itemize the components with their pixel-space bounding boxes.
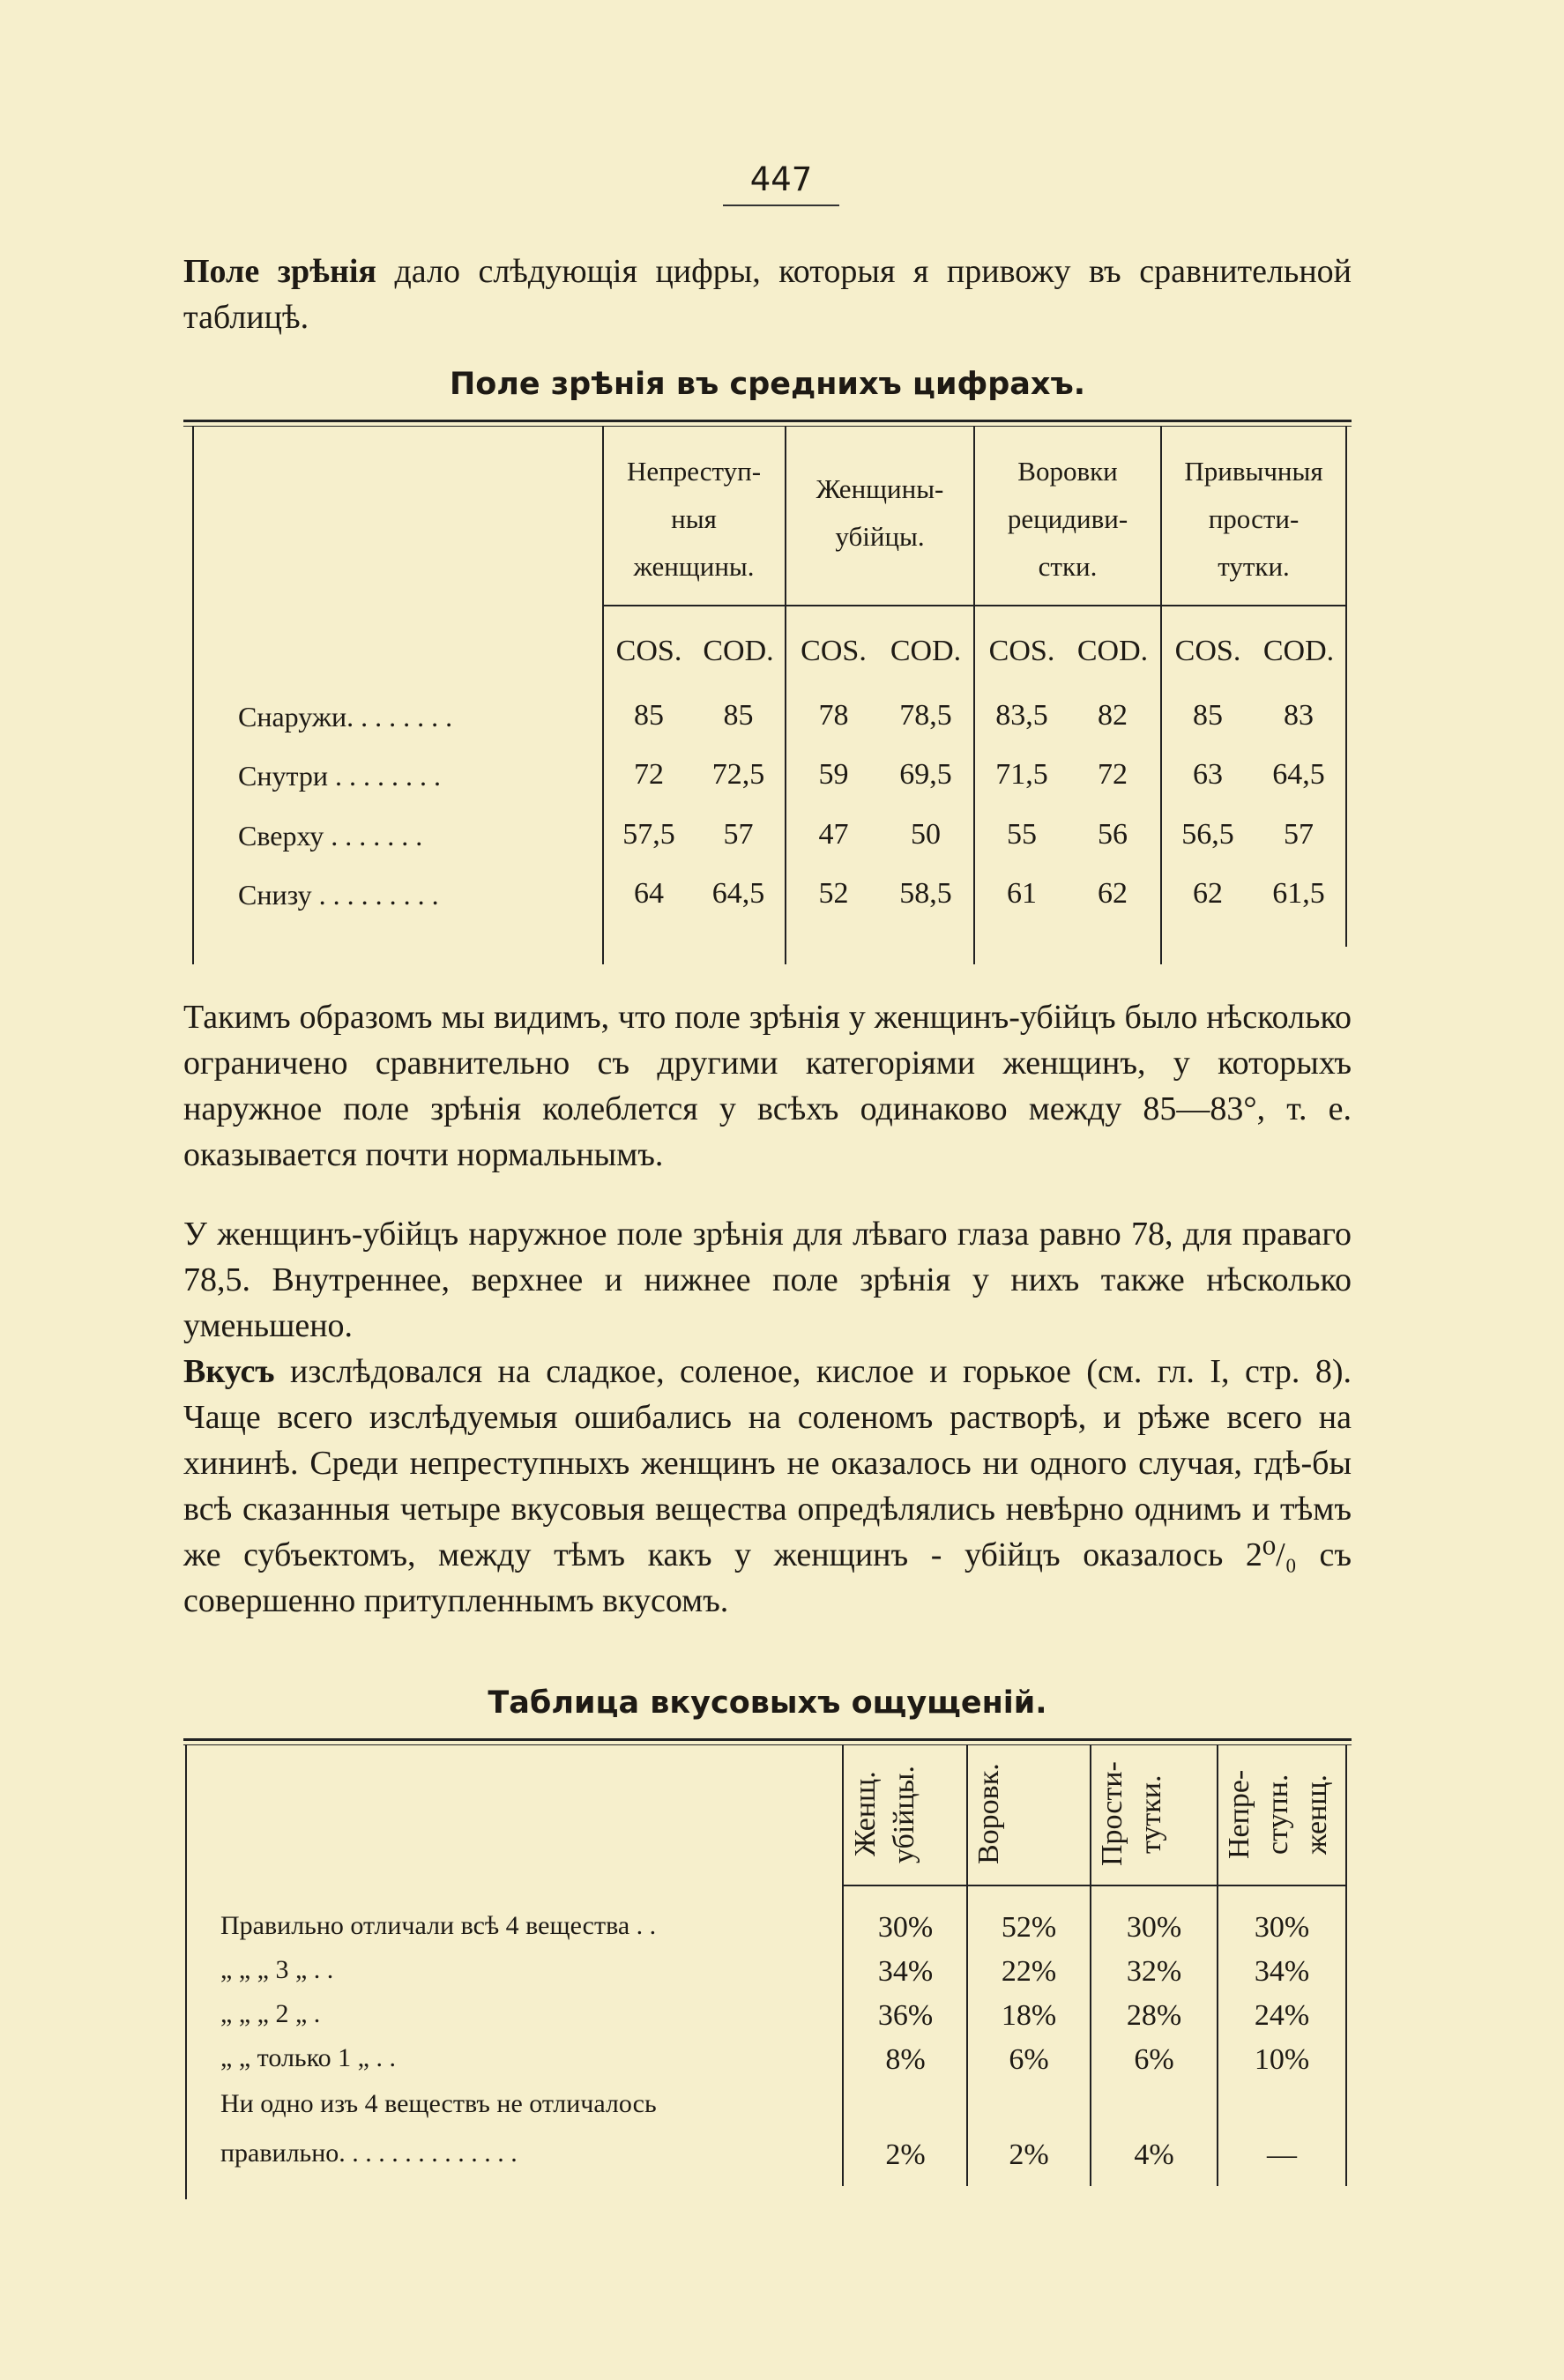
taste-row-label: Ни одно изъ 4 веществъ не отличалось <box>220 2089 657 2118</box>
page-number: 447 <box>749 160 813 198</box>
vision-value-cell: 62 <box>1098 877 1128 910</box>
taste-right-border <box>1345 1745 1347 2186</box>
vision-value-cell: 85 <box>1193 699 1223 732</box>
vision-value-cell: 61 <box>1007 877 1037 910</box>
vision-value-cell: 47 <box>818 818 849 851</box>
vision-row-label: Снизу . . . . . . . . . <box>238 879 439 911</box>
vision-group-header: Женщины- убійцы. <box>816 473 944 552</box>
vision-value-cell: 85 <box>634 699 664 732</box>
taste-value-cell: 34% <box>1254 1955 1310 1988</box>
taste-value-cell: 32% <box>1126 1955 1182 1988</box>
taste-value-cell: 52% <box>1001 1911 1057 1944</box>
taste-top-rule-thin <box>183 1744 1352 1745</box>
taste-col-divider <box>1217 1745 1218 2186</box>
vision-left-border <box>192 427 194 964</box>
vision-top-rule-thin <box>183 426 1352 427</box>
vision-value-cell: 83,5 <box>995 699 1048 732</box>
vision-value-cell: 64,5 <box>1272 758 1325 791</box>
vision-value-cell: 72 <box>1098 758 1128 791</box>
paragraph-taste <box>183 1349 1352 1624</box>
intro-bold-term: Поле зрѣнія <box>183 253 376 290</box>
cos-subheader: COS. <box>988 635 1055 667</box>
vision-value-cell: 71,5 <box>995 758 1048 791</box>
taste-row-label: „ „ „ 2 „ . <box>220 1999 321 2028</box>
taste-top-rule <box>183 1738 1352 1741</box>
vision-group-header: Непреступ- ныя женщины. <box>626 456 762 582</box>
taste-value-cell: 4% <box>1134 2138 1174 2171</box>
paragraph-vision-murderers: У женщинъ-убійцъ наружное поле зрѣнія для лѣваго глаза равно 78, для праваго 78,5. Внутреннее, верхнее и нижнее поле зрѣнія у нихъ также нѣсколько уменьшено. <box>183 1216 1352 1344</box>
taste-col-header: Воровк. <box>972 1763 1005 1865</box>
taste-bold-term: Вкусъ <box>183 1353 275 1390</box>
vision-header-rule <box>602 605 1347 606</box>
taste-value-cell: 34% <box>877 1955 934 1988</box>
vision-value-cell: 85 <box>723 699 754 732</box>
vision-right-border <box>1345 427 1347 947</box>
cod-subheader: COD. <box>1262 635 1335 667</box>
taste-value-cell: 2% <box>885 2138 926 2171</box>
cod-subheader: COD. <box>1076 635 1149 667</box>
taste-value-cell: 30% <box>1126 1911 1182 1944</box>
vision-value-cell: 57,5 <box>622 818 675 851</box>
taste-col-divider <box>1090 1745 1091 2186</box>
vision-value-cell: 58,5 <box>899 877 952 910</box>
taste-row-label: правильно. . . . . . . . . . . . . . <box>220 2138 518 2168</box>
vision-value-cell: 83 <box>1284 699 1314 732</box>
taste-value-cell: 30% <box>877 1911 934 1944</box>
vision-row-label: Сверху . . . . . . . <box>238 820 423 852</box>
taste-value-cell: 2% <box>1009 2138 1049 2171</box>
vision-row-label: Снаружи. . . . . . . . <box>238 701 453 733</box>
taste-value-cell: 22% <box>1001 1955 1057 1988</box>
taste-row-label: „ „ только 1 „ . . <box>220 2043 396 2072</box>
vision-value-cell: 72,5 <box>711 758 765 791</box>
taste-value-cell: 10% <box>1254 2043 1310 2076</box>
intro-text: дало слѣдующія цифры, которыя я привожу въ сравнительной таблицѣ. <box>183 253 1352 336</box>
vision-value-cell: 78,5 <box>899 699 952 732</box>
taste-value-cell: 30% <box>1254 1911 1310 1944</box>
cos-subheader: COS. <box>1174 635 1241 667</box>
vision-value-cell: 63 <box>1193 758 1223 791</box>
taste-value-cell: 6% <box>1134 2043 1174 2076</box>
vision-value-cell: 55 <box>1007 818 1037 851</box>
vision-value-cell: 56 <box>1098 818 1128 851</box>
taste-value-cell: 24% <box>1254 1999 1310 2032</box>
vision-value-cell: 57 <box>723 818 754 851</box>
vision-value-cell: 64 <box>634 877 664 910</box>
vision-value-cell: 78 <box>818 699 849 732</box>
taste-col-header: Непре- ступн. женщ. <box>1223 1769 1333 1859</box>
vision-value-cell: 59 <box>818 758 849 791</box>
taste-value-cell: — <box>1267 2138 1297 2171</box>
intro-paragraph <box>183 249 1352 340</box>
vision-value-cell: 56,5 <box>1181 818 1234 851</box>
vision-value-cell: 72 <box>634 758 664 791</box>
page-number-underline <box>723 205 839 206</box>
cod-subheader: COD. <box>703 635 774 667</box>
vision-value-cell: 82 <box>1098 699 1128 732</box>
vision-row-label: Снутри . . . . . . . . <box>238 760 441 792</box>
taste-left-border <box>185 1745 187 2199</box>
vision-value-cell: 69,5 <box>899 758 952 791</box>
taste-value-cell: 36% <box>877 1999 934 2032</box>
vision-top-rule <box>183 420 1352 422</box>
vision-group-header: Воровки рецидиви- стки. <box>1007 456 1128 582</box>
taste-value-cell: 28% <box>1126 1999 1182 2032</box>
taste-row-label: Правильно отличали всѣ 4 вещества . . <box>220 1911 657 1940</box>
taste-col-divider <box>842 1745 844 2186</box>
taste-col-header: Прости- тутки. <box>1096 1761 1167 1867</box>
vision-group-header: Привычныя прости- тутки. <box>1184 456 1323 582</box>
taste-header-rule <box>842 1885 1347 1886</box>
cos-subheader: COS. <box>801 635 867 667</box>
taste-row-label: „ „ „ 3 „ . . <box>220 1955 334 1984</box>
vision-table-title: Поле зрѣнія въ среднихъ цифрахъ. <box>449 367 1086 402</box>
taste-value-cell: 18% <box>1001 1999 1057 2032</box>
taste-value-cell: 6% <box>1009 2043 1049 2076</box>
vision-value-cell: 52 <box>818 877 849 910</box>
taste-col-divider <box>966 1745 968 2186</box>
taste-table-title: Таблица вкусовыхъ ощущеній. <box>488 1685 1047 1721</box>
taste-col-header: Женщ. убійцы. <box>849 1765 920 1863</box>
vision-value-cell: 57 <box>1284 818 1314 851</box>
cos-subheader: COS. <box>615 635 682 667</box>
taste-text: изслѣдовался на сладкое, соленое, кислое и горькое (см. гл. I, стр. 8). Чаще всего изслѣдуемыя ошибались на соленомъ растворѣ, и рѣже всего на хининѣ. Среди непреступныхъ женщинъ не оказалось ни одного случая, гдѣ-бы всѣ сказанныя четыре вкусовыя вещества опредѣлялись невѣрно однимъ и тѣмъ же субъектомъ, между тѣмъ какъ у женщинъ - убійцъ оказалось 2⁰/₀ съ совершенно притупленнымъ вкусомъ. <box>183 1353 1352 1619</box>
cod-subheader: COD. <box>890 635 962 667</box>
vision-value-cell: 50 <box>911 818 941 851</box>
vision-value-cell: 62 <box>1193 877 1223 910</box>
vision-value-cell: 61,5 <box>1272 877 1325 910</box>
taste-value-cell: 8% <box>885 2043 926 2076</box>
paragraph-vision-summary: Такимъ образомъ мы видимъ, что поле зрѣнія у женщинъ-убійцъ было нѣсколько ограничено сравнительно съ другими категоріями женщинъ, у которыхъ наружное поле зрѣнія колеблется у всѣхъ одинаково между 85—83°, т. е. оказывается почти нормальнымъ. <box>183 999 1352 1173</box>
vision-value-cell: 64,5 <box>711 877 765 910</box>
